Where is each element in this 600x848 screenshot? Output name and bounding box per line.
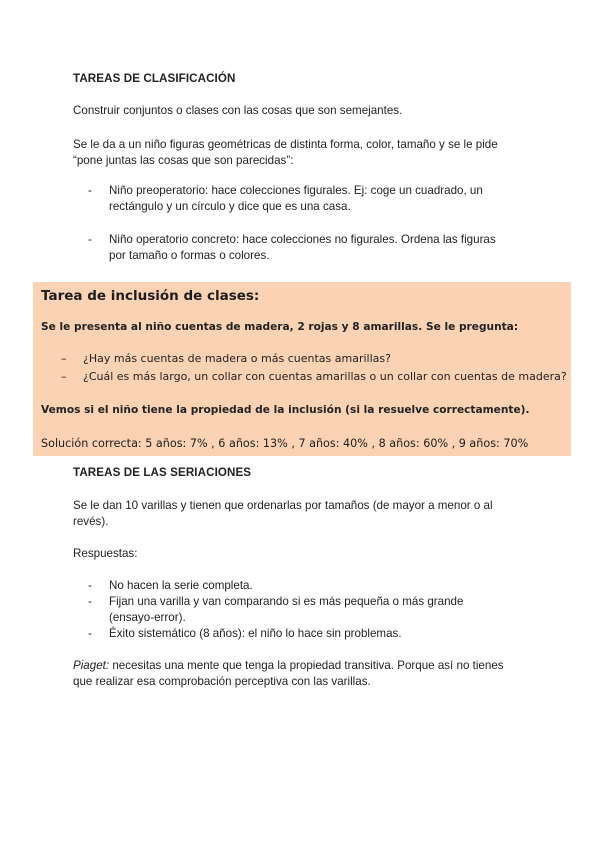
section-heading-clasificacion: TAREAS DE CLASIFICACIÓN xyxy=(73,72,236,85)
list-item-line-2: por tamaño o formas o colores. xyxy=(109,249,270,262)
inclusion-box-solution: Solución correcta: 5 años: 7% , 6 años: 13% , 7 años: 40% , 8 años: 60% , 9 años: 70% xyxy=(41,437,529,450)
list-item-line-1: Niño preoperatorio: hace colecciones figurales. Ej: coge un cuadrado, un xyxy=(109,184,483,197)
piaget-name: Piaget: xyxy=(73,659,110,672)
inclusion-task-box xyxy=(33,282,571,456)
paragraph-piaget xyxy=(73,658,533,690)
description-line-2: “pone juntas las cosas que son parecidas”: xyxy=(73,154,294,167)
question-text: ¿Hay más cuentas de madera o más cuentas amarillas? xyxy=(83,352,391,365)
bullet-dash: – xyxy=(61,370,67,383)
list-item-line-1: Fijan una varilla y van comparando si es más pequeña o más grande xyxy=(109,595,464,608)
inclusion-question-1 xyxy=(61,352,391,365)
paragraph-clasificacion-intro: Construir conjuntos o clases con las cosas que son semejantes. xyxy=(73,104,403,117)
inclusion-box-title: Tarea de inclusión de clases: xyxy=(41,288,260,304)
piaget-line-2: que realizar esa comprobación perceptiva con las varillas. xyxy=(73,675,371,688)
bullet-dash: - xyxy=(88,233,92,246)
bullet-dash: - xyxy=(88,627,92,640)
intro-line-2: revés). xyxy=(73,515,109,528)
intro-line-1: Se le dan 10 varillas y tienen que ordenarlas por tamaños (de mayor a menor o al xyxy=(73,499,493,512)
list-item-line-2: (ensayo-error). xyxy=(109,611,186,624)
question-text: ¿Cuál es más largo, un collar con cuentas amarillas o un collar con cuentas de madera? xyxy=(83,370,567,383)
bullet-dash: – xyxy=(61,352,67,365)
piaget-line-1 xyxy=(73,658,533,674)
inclusion-question-2 xyxy=(61,370,567,383)
list-item-line-1: Éxito sistemático (8 años): el niño lo hace sin problemas. xyxy=(109,627,402,640)
bullet-dash: - xyxy=(88,184,92,197)
inclusion-box-note: Vemos si el niño tiene la propiedad de la inclusión (si la resuelve correctamente). xyxy=(41,404,530,416)
section-heading-seriaciones: TAREAS DE LAS SERIACIONES xyxy=(73,466,252,479)
bullet-dash: - xyxy=(88,579,92,592)
inclusion-box-intro: Se le presenta al niño cuentas de madera, 2 rojas y 8 amarillas. Se le pregunta: xyxy=(41,321,519,333)
list-item-line-1: Niño operatorio concreto: hace colecciones no figurales. Ordena las figuras xyxy=(109,233,496,246)
paragraph-clasificacion-description xyxy=(73,137,533,169)
bullet-dash: - xyxy=(88,595,92,608)
list-item-line-2: rectángulo y un círculo y dice que es una casa. xyxy=(109,200,351,213)
answers-label: Respuestas: xyxy=(73,547,138,560)
description-line-1: Se le da a un niño figuras geométricas de distinta forma, color, tamaño y se le pide xyxy=(73,138,498,151)
piaget-text: necesitas una mente que tenga la propiedad transitiva. Porque así no tienes xyxy=(109,659,504,672)
paragraph-seriaciones-intro xyxy=(73,498,533,530)
list-item-line-1: No hacen la serie completa. xyxy=(109,579,253,592)
